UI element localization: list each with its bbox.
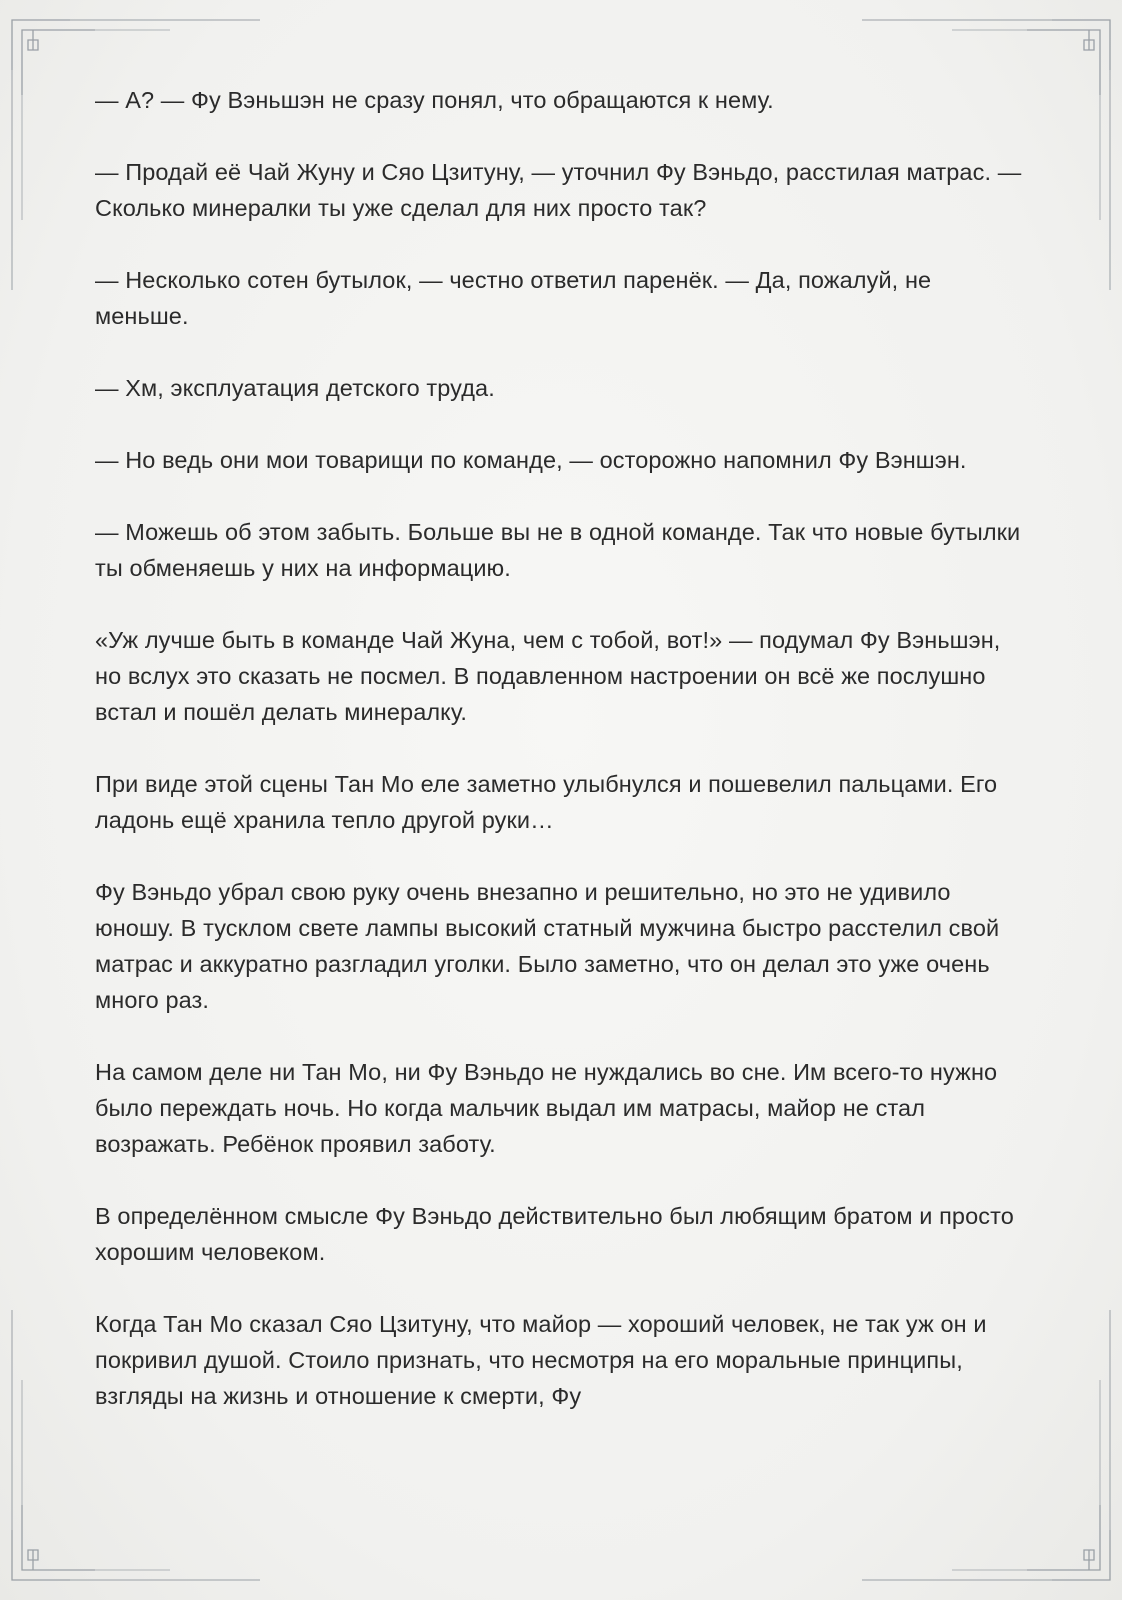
paragraph: Когда Тан Мо сказал Сяо Цзитуну, что майор — хороший человек, не так уж он и покривил душой. Стоило признать, что несмотря на его моральные принципы, взгляды на жизнь и отношение к смерти, Фу [95,1311,987,1409]
paragraph: — Несколько сотен бутылок, — честно ответил паренёк. — Да, пожалуй, не меньше. [95,267,932,329]
paragraph: — Но ведь они мои товарищи по команде, — осторожно напомнил Фу Вэншэн. [95,447,967,473]
paragraph: Фу Вэньдо убрал свою руку очень внезапно и решительно, но это не удивило юношу. В тусклом свете лампы высокий статный мужчина быстро расстелил свой матрас и аккуратно разгладил уголки. Было заметно, что он делал это уже очень много раз. [95,879,1000,1013]
paragraph: — Хм, эксплуатация детского труда. [95,375,495,401]
paragraph: — Продай её Чай Жуну и Сяо Цзитуну, — уточнил Фу Вэньдо, расстилая матрас. — Сколько минералки ты уже сделал для них просто так? [95,159,1022,221]
paragraph: На самом деле ни Тан Мо, ни Фу Вэньдо не нуждались во сне. Им всего-то нужно было переждать ночь. Но когда мальчик выдал им матрасы, майор не стал возражать. Ребёнок проявил заботу. [95,1059,998,1157]
paragraph: — Можешь об этом забыть. Больше вы не в одной команде. Так что новые бутылки ты обменяешь у них на информацию. [95,519,1021,581]
paragraph: — А? — Фу Вэньшэн не сразу понял, что обращаются к нему. [95,87,774,113]
chapter-text [95,82,1030,1450]
paragraph: При виде этой сцены Тан Мо еле заметно улыбнулся и пошевелил пальцами. Его ладонь ещё хранила тепло другой руки… [95,771,998,833]
paragraph: «Уж лучше быть в команде Чай Жуна, чем с тобой, вот!» — подумал Фу Вэньшэн, но вслух это сказать не посмел. В подавленном настроении он всё же послушно встал и пошёл делать минералку. [95,627,1001,725]
paragraph: В определённом смысле Фу Вэньдо действительно был любящим братом и просто хорошим человеком. [95,1203,1014,1265]
